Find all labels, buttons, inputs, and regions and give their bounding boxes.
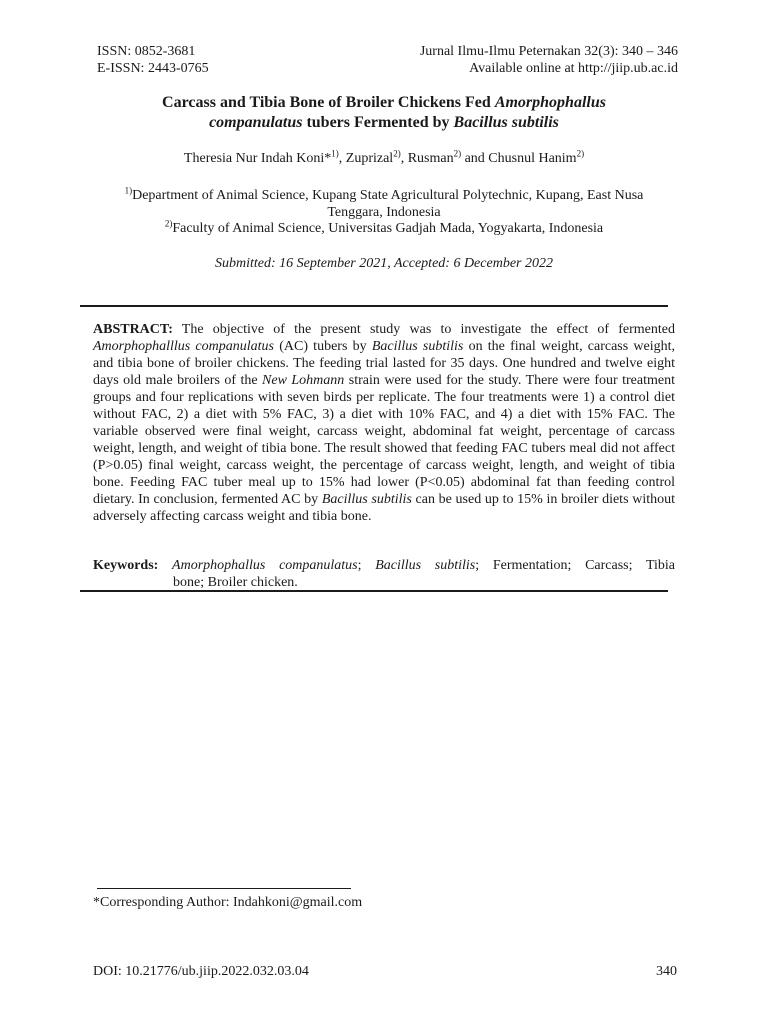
author-list: Theresia Nur Indah Koni*$^{1)}$, Zuprizal$^{2)}$, Rusman$^{2)}$ and Chusnul Hanim$^{2)}$ (183, 148, 585, 166)
paper-title: Carcass and Tibia Bone of Broiler Chickens Fed Amorphophallus companulatus tubers Fermented by Bacillus subtilis (162, 94, 606, 131)
keywords: Keywords: Amorphophallus companulatus; Bacillus subtilis; Fermentation; Carcass; Tibia bone; Broiler chicken. (93, 558, 676, 590)
eissn: E-ISSN: 2443-0765 (97, 61, 209, 76)
submission-dates: Submitted: 16 September 2021, Accepted: 6 December 2022 (215, 256, 553, 271)
affiliation-2: $^{2)}$Faculty of Animal Science, Universitas Gadjah Mada, Yogyakarta, Indonesia (164, 218, 604, 236)
journal-url: Available online at http://jiip.ub.ac.id (469, 61, 678, 76)
abstract-top-rule (80, 305, 668, 307)
corresponding-author-footnote: *Corresponding Author: Indahkoni@gmail.com (93, 895, 363, 910)
page-number: 340 (656, 964, 677, 979)
journal-citation: Jurnal Ilmu-Ilmu Peternakan 32(3): 340 – 346 (419, 44, 678, 59)
affiliation-1: $^{1)}$Department of Animal Science, Kupang State Agricultural Polytechnic, Kupang, East Nusa Tenggara, Indonesia (124, 185, 644, 220)
doi: DOI: 10.21776/ub.jiip.2022.032.03.04 (93, 964, 309, 979)
abstract: ABSTRACT: The objective of the present study was to investigate the effect of fermented Amorphophalllus companulatus (AC) tubers by Bacillus subtilis on the final weight, carcass weight, and tibia bone of broiler chickens. The feeding trial lasted for 35 days. One hundred and twelve eight days old male broilers of the New Lohmann strain were used for the study. There were four treatment groups and four replications with seven birds per replicate. The four treatments were 1) a control diet without FAC, 2) a diet with 5% FAC, 3) a diet with 10% FAC, and 4) a diet with 15% FAC. The variable observed were final weight, carcass weight, abdominal fat weight, percentage of carcass weight, length, and weight of tibia bone. The result showed that feeding FAC tubers meal did not affect (P>0.05) final weight, carcass weight, the percentage of carcass weight, length, and weight of tibia bone. Feeding FAC tuber meal up to 15% had lower (P<0.05) abdominal fat than feeding control dietary. In conclusion, fermented AC by Bacillus subtilis can be used up to 15% in broiler diets without adversely affecting carcass weight and tibia bone. (93, 322, 675, 524)
abstract-bottom-rule (80, 590, 668, 592)
footnote-rule (97, 888, 351, 889)
issn: ISSN: 0852-3681 (97, 44, 196, 59)
